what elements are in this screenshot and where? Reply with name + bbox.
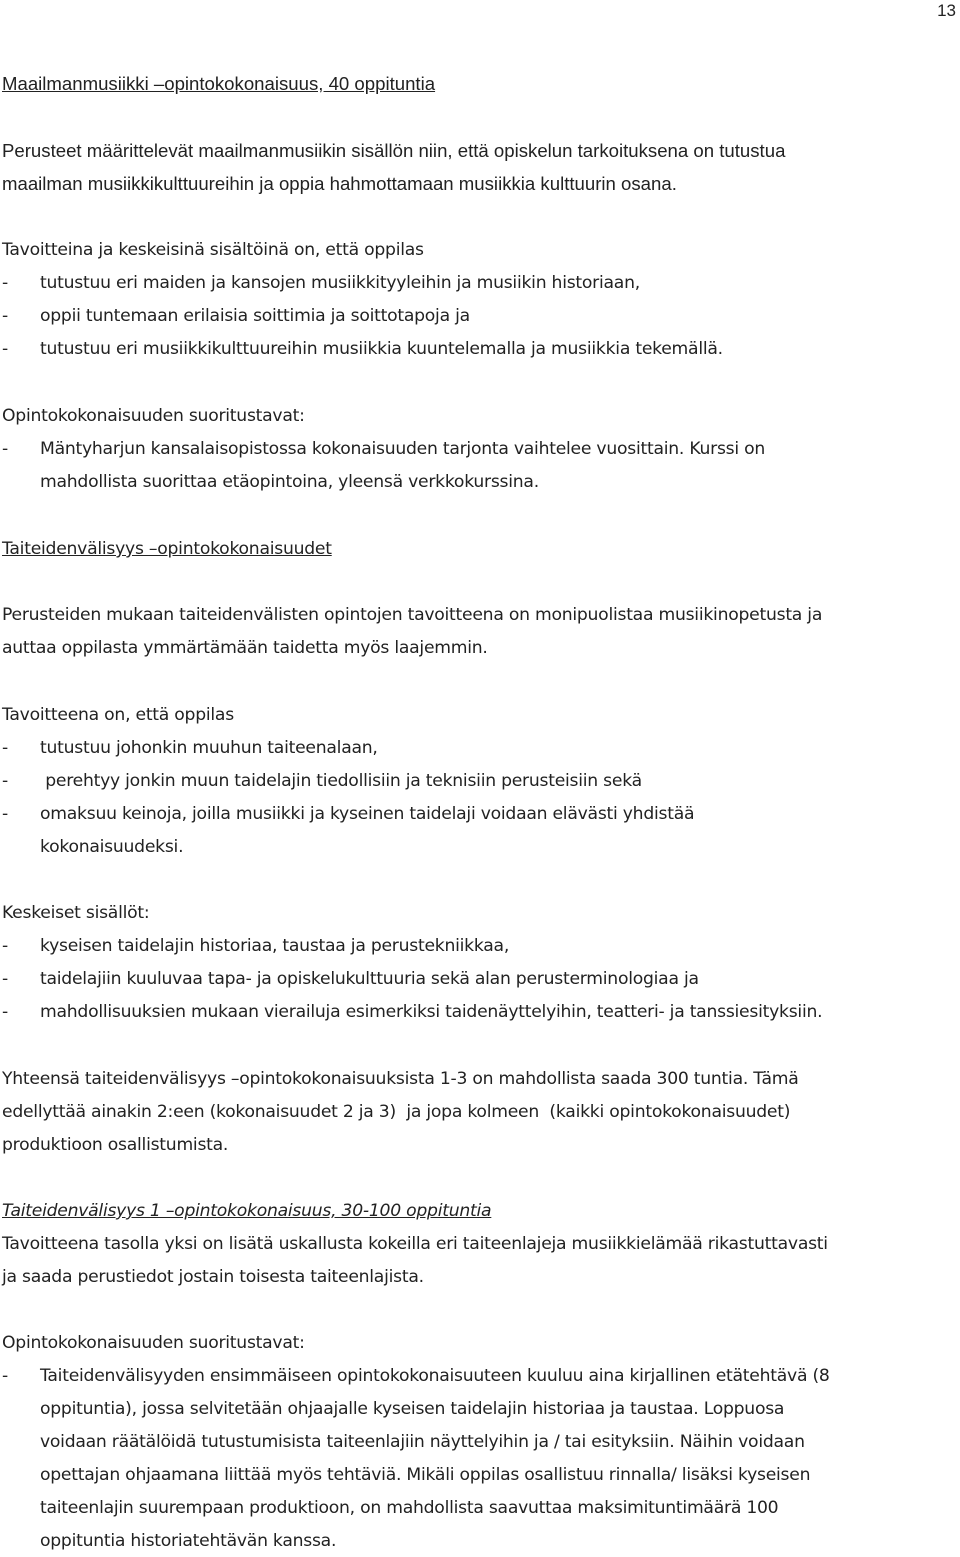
paragraph-line: Perusteiden mukaan taiteidenvälisten opintojen tavoitteena on monipuolistaa musiikinopetusta ja: [2, 605, 823, 625]
methods-title: Opintokokonaisuuden suoritustavat:: [2, 406, 305, 426]
paragraph-line: Perusteet määrittelevät maailmanmusiikin sisällön niin, että opiskelun tarkoituksena on tutustua: [2, 140, 786, 161]
section-heading-interdisciplinary: Taiteidenvälisyys –opintokokonaisuudet: [2, 539, 332, 559]
goals-title: Tavoitteina ja keskeisinä sisältöinä on, että oppilas: [2, 240, 424, 260]
goal-title: Tavoitteena on, että oppilas: [2, 705, 234, 725]
contents-title: Keskeiset sisällöt:: [2, 903, 150, 923]
paragraph-line: maailman musiikkikulttuureihin ja oppia hahmottamaan musiikkia kulttuurin osana.: [2, 173, 677, 194]
paragraph-line: Yhteensä taiteidenvälisyys –opintokokonaisuuksista 1-3 on mahdollista saada 300 tuntia. Tämä: [2, 1069, 799, 1089]
section-heading-world-music: Maailmanmusiikki –opintokokonaisuus, 40 oppituntia: [2, 73, 436, 94]
section-heading-interdisciplinary-1: Taiteidenvälisyys 1 –opintokokonaisuus, 30-100 oppituntia: [2, 1201, 492, 1221]
page-number: 13: [937, 1, 956, 20]
paragraph-line: produktioon osallistumista.: [2, 1135, 229, 1155]
paragraph-line: ja saada perustiedot jostain toisesta taiteenlajista.: [2, 1267, 424, 1287]
paragraph-line: edellyttää ainakin 2:een (kokonaisuudet 2 ja 3) ja jopa kolmeen (kaikki opintokokonaisuudet): [2, 1102, 791, 1122]
paragraph-line: auttaa oppilasta ymmärtämään taidetta myös laajemmin.: [2, 638, 488, 658]
paragraph-line: Tavoitteena tasolla yksi on lisätä uskallusta kokeilla eri taiteenlajeja musiikkielämää rikastuttavasti: [2, 1234, 828, 1254]
methods-title: Opintokokonaisuuden suoritustavat:: [2, 1333, 305, 1353]
